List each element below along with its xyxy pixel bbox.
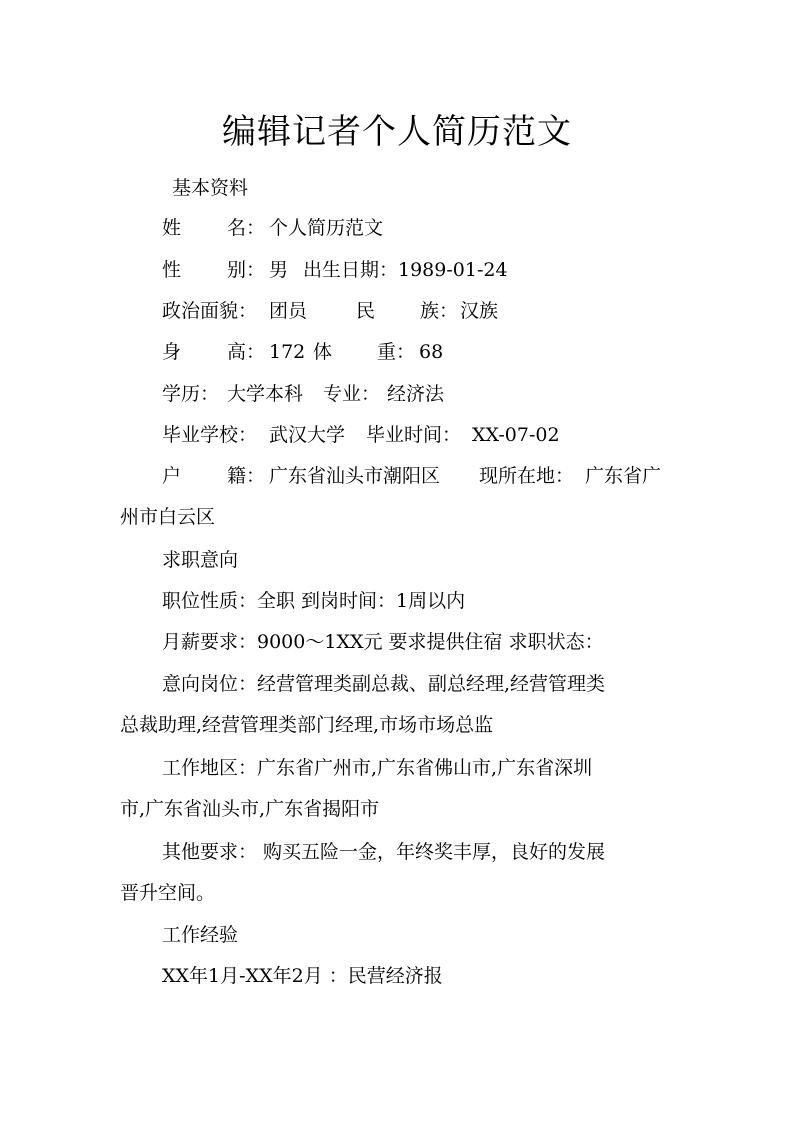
major-label: 专业： [323,383,381,405]
hukou-value: 广东省汕头市潮阳区 [269,465,441,487]
weight-label-start: 体 [313,341,333,363]
hukou-label-end: 籍： [227,465,266,487]
resume-page: 编辑记者个人简历范文 基本资料 姓 名： 个人简历范文 性 别： 男 出生日期： 1989-01-24 政治面貌： 团员 民 族： 汉族 身 高： 172 体 重： 68 学历： 大学本科 专业： 经济法 毕业学校： 武汉大学 毕业时间： XX-07-02 户 籍： 广东省汕头市潮阳区 现所在地： 广东省广 州市白云区 求职意向 职位性质：全职 到岗时间：1周以内 月薪要求：9000～1XX元 要求提供住宿 求职状态： 意向岗位：经营管理类副总裁、副总经理,经营管理类 总裁助理,经营管理类部门经理,市场市场总监 工作地区：广东省广州市,广东省佛山市,广东省深圳 市,广东省汕头市,广东省揭阳市 其他要求： 购买五险一金，年终奖丰厚，良好的发展 晋升空间。 工作经验 XX年1月-XX年2月 ：民营经济报 [0,0,794,1123]
major-value: 经济法 [387,383,445,405]
politics-label: 政治面貌： [162,300,258,322]
ethnic-value: 汉族 [460,300,499,322]
education-value: 大学本科 [227,383,304,405]
height-value: 172 [269,341,306,363]
gender-label-start: 性 [162,259,182,281]
weight-label-end: 重： [377,341,416,363]
birth-value: 1989-01-24 [398,259,508,281]
gender-label-end: 别： [227,259,266,281]
grad-time-label: 毕业时间： [366,424,462,446]
location-value-part1: 广东省广 [585,465,662,487]
document-title: 编辑记者个人简历范文 [222,112,572,152]
height-label-start: 身 [162,341,182,363]
politics-value: 团员 [269,300,308,322]
school-value: 武汉大学 [269,424,346,446]
hukou-label-start: 户 [162,465,182,487]
birth-label: 出生日期： [303,259,399,281]
ethnic-label-end: 族： [420,300,459,322]
weight-value: 68 [419,341,444,363]
height-label-end: 高： [227,341,266,363]
school-label: 毕业学校： [162,424,258,446]
name-label-start: 姓 [162,217,182,239]
grad-time-value: XX-07-02 [472,424,560,446]
location-value-part2: 州市白云区 [120,506,216,528]
education-label: 学历： [162,383,220,405]
gender-value: 男 [269,259,289,281]
location-label: 现所在地： [479,465,575,487]
name-value: 个人简历范文 [269,217,384,239]
ethnic-label-start: 民 [356,300,376,322]
name-label-end: 名： [227,217,266,239]
